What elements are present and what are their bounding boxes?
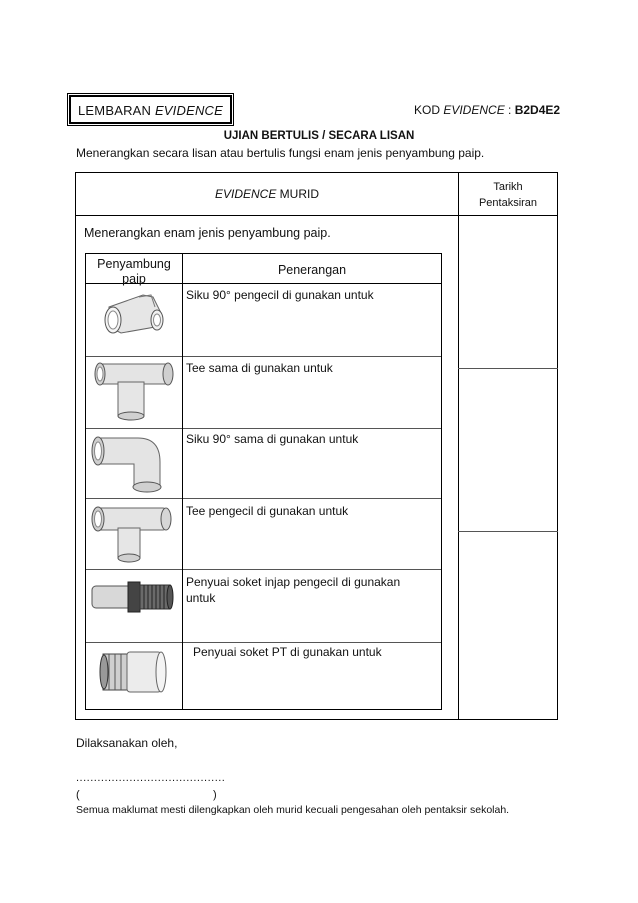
name-paren-open: ( <box>76 789 80 801</box>
row-2-text: Tee sama di gunakan untuk <box>186 361 333 375</box>
equal-elbow-icon <box>88 430 172 498</box>
pt-socket-adapter-icon <box>95 644 175 700</box>
evidence-sheet-label: LEMBARAN EVIDENCE <box>78 103 223 118</box>
assessment-date-header: Tarikh Pentaksiran <box>478 181 538 209</box>
signature-line: .......................................... <box>76 772 226 784</box>
evidence-sheet-label-box <box>67 93 234 126</box>
elbow-reducer-icon <box>95 287 173 339</box>
row-4-text: Tee pengecil di gunakan untuk <box>186 504 349 518</box>
reducing-tee-icon <box>88 500 176 568</box>
explanation-column-header: Penerangan <box>277 263 347 277</box>
page-description: Menerangkan secara lisan atau bertulis fungsi enam jenis penyambung paip. <box>76 146 485 160</box>
threaded-reducer-socket-icon <box>88 574 178 620</box>
row-1-text: Siku 90° pengecil di gunakan untuk <box>186 288 374 302</box>
task-text: Menerangkan enam jenis penyambung paip. <box>84 226 331 240</box>
page-title: UJIAN BERTULIS / SECARA LISAN <box>223 130 415 142</box>
executed-by-label: Dilaksanakan oleh, <box>76 736 178 750</box>
footer-note: Semua maklumat mesti dilengkapkan oleh murid kecuali pengesahan oleh pentaksir sekolah. <box>76 804 510 816</box>
evidence-murid-header: EVIDENCE MURID <box>214 187 320 201</box>
row-6-text: Penyuai soket PT di gunakan untuk <box>193 645 382 659</box>
name-paren-close: ) <box>213 789 217 801</box>
equal-tee-icon <box>90 358 180 426</box>
connector-column-header: Penyambung paip <box>97 257 171 286</box>
row-5-text: Penyuai soket injap pengecil di gunakan untuk <box>186 575 401 605</box>
evidence-code: KOD EVIDENCE : B2D4E2 <box>414 103 561 117</box>
row-3-text: Siku 90° sama di gunakan untuk <box>186 432 359 446</box>
